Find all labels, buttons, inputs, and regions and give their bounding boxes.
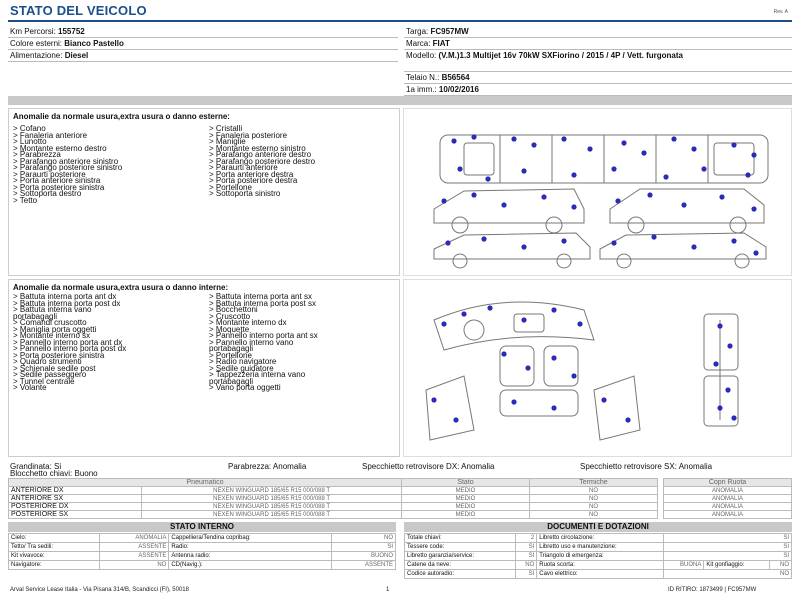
damage-marker — [541, 194, 546, 199]
anomaly-item: > Sedile guidatore — [209, 363, 274, 373]
interior-anomalies-panel — [8, 279, 400, 457]
anomaly-item: > Portellone — [209, 350, 252, 360]
tyre-stato: MEDIO — [402, 487, 530, 495]
grid-value: SI — [515, 543, 537, 552]
anomaly-item: > Fanaleria anteriore — [13, 130, 88, 140]
damage-marker — [751, 152, 756, 157]
anomaly-item: > Porta posteriore sinistra — [13, 350, 105, 360]
damage-marker — [461, 311, 466, 316]
damage-marker — [487, 305, 492, 310]
damage-marker — [725, 387, 730, 392]
anomaly-item: > Battuta interna porta post sx — [209, 298, 316, 308]
documenti-table — [404, 533, 792, 579]
damage-marker — [745, 172, 750, 177]
exterior-anomalies-title: Anomalie da normale usura,extra usura o danno esterne: — [13, 112, 230, 121]
anomaly-item: > Maniglie — [209, 137, 246, 146]
grid-row — [9, 552, 396, 561]
anomaly-item: > Parabrezza — [13, 150, 61, 159]
specchietto-dx-summary: Specchietto retrovisore DX: Anomalia — [362, 462, 495, 471]
anomaly-item: > Cruscotto — [209, 311, 251, 321]
damage-marker — [445, 240, 450, 245]
anomaly-item: > Montante interno dx — [209, 318, 287, 327]
damage-marker — [615, 198, 620, 203]
anomaly-item: > Parafango posteriore destro — [209, 156, 316, 166]
tyre-row — [9, 487, 792, 495]
grid-row — [405, 543, 792, 552]
damage-marker — [481, 236, 486, 241]
damage-marker — [713, 361, 718, 366]
anomaly-item: > Parafango anteriore sinistro — [13, 156, 119, 166]
damage-marker — [431, 397, 436, 402]
footer-page-number: 1 — [386, 587, 390, 593]
tyre-copriruota: ANOMALIA — [664, 511, 792, 519]
exterior-anomalies-panel — [8, 108, 400, 276]
grid-label: Triangolo di emergenza: — [537, 552, 664, 561]
telaio-row: Telaio N.: B56564 — [404, 72, 792, 84]
damage-marker — [611, 240, 616, 245]
damage-marker — [601, 397, 606, 402]
damage-marker — [651, 234, 656, 239]
exterior-anomalies-col2 — [209, 126, 315, 198]
damage-marker — [611, 166, 616, 171]
vehicle-info-left — [8, 26, 398, 62]
tyre-row — [9, 503, 792, 511]
grid-value: ASSENTE — [332, 561, 396, 570]
anomaly-item: > Volante — [13, 383, 47, 392]
tyre-description: NEXEN WINGUARD 185/65 R15 000/088 T — [142, 487, 402, 495]
grid-label: Cielo: — [9, 534, 100, 543]
grid-value: SI — [663, 534, 791, 543]
tyre-description: NEXEN WINGUARD 185/65 R15 000/088 T — [142, 495, 402, 503]
damage-marker — [551, 355, 556, 360]
grid-value: 2 — [515, 534, 537, 543]
grid-label: Antenna radio: — [169, 552, 332, 561]
damage-marker — [577, 321, 582, 326]
anomaly-item: > Sottoporta destro — [13, 189, 82, 198]
anomaly-item: > Montante esterno sinistro — [209, 143, 306, 153]
grid-value: NO — [99, 561, 169, 570]
grid-label: Tetto/ Tra sedili: — [9, 543, 100, 552]
vehicle-info-right — [404, 26, 792, 96]
stato-interno-table — [8, 533, 396, 570]
damage-marker — [753, 250, 758, 255]
damage-marker — [561, 136, 566, 141]
damage-marker — [441, 198, 446, 203]
km-row: Km Percorsi: 155752 — [8, 26, 398, 38]
grid-label: Codice autoradio: — [405, 570, 516, 579]
tyre-position: POSTERIORE DX — [9, 503, 142, 511]
anomaly-item: > Montante esterno destro — [13, 143, 107, 153]
tyres-header-copriruota: Copri Ruota — [664, 479, 792, 487]
grid-label: Cappelliera/Tendina copribag: — [169, 534, 332, 543]
anomaly-item: > Battuta interna porta ant sx — [209, 292, 312, 301]
interior-anomalies-col1 — [13, 294, 126, 392]
grid-value: ANOMALIA — [99, 534, 169, 543]
grid-value: SI — [515, 570, 537, 579]
grid-label: Catene da neve: — [405, 561, 516, 570]
damage-marker — [511, 136, 516, 141]
exterior-anomalies-col1 — [13, 126, 122, 204]
parabrezza-summary: Parabrezza: Anomalia — [228, 462, 307, 471]
grid-label: Libretto circolazione: — [537, 534, 664, 543]
damage-marker — [663, 174, 668, 179]
blocchetto-summary: Blocchetto chiavi: Buono — [10, 469, 98, 478]
marca-row: Marca: FIAT — [404, 38, 792, 50]
damage-marker — [731, 415, 736, 420]
anomaly-item: > Pannello interno porta ant dx — [13, 337, 123, 347]
grid-label: Libretto uso e manutenzione: — [537, 543, 664, 552]
tyres-header-stato: Stato — [402, 479, 530, 487]
anomaly-item: portabagagli — [209, 376, 254, 386]
damage-marker — [719, 194, 724, 199]
anomaly-item: > Porta anteriore sinistra — [13, 176, 101, 185]
grid-label: Libretto garanzia/service: — [405, 552, 516, 561]
anomaly-item: > Comandi cruscotto — [13, 318, 87, 327]
damage-marker — [731, 142, 736, 147]
anomaly-item: > Pannello interno porta post dx — [13, 344, 127, 353]
interior-damage-diagram — [403, 279, 792, 457]
revision-label: Rev. A — [773, 9, 788, 15]
damage-marker — [451, 138, 456, 143]
anomaly-item: > Maniglia porta oggetti — [13, 324, 97, 334]
tyres-table — [8, 478, 792, 519]
grid-label: Tessere code: — [405, 543, 516, 552]
damage-marker — [701, 166, 706, 171]
anomaly-item: > Parafango anteriore destro — [209, 150, 312, 159]
anomaly-item: > Parafango posteriore sinistro — [13, 163, 123, 172]
footer-ritiro-id: ID RITIRO: 1873499 | FC957MW — [668, 587, 757, 593]
tyre-row — [9, 511, 792, 519]
targa-row: Targa: FC957MW — [404, 26, 792, 38]
grid-label: CD(Navig.): — [169, 561, 332, 570]
damage-marker — [471, 134, 476, 139]
anomaly-item: > Porta posteriore destra — [209, 176, 298, 185]
grid-value: SI — [332, 543, 396, 552]
tyre-copriruota: ANOMALIA — [664, 503, 792, 511]
damage-marker — [571, 373, 576, 378]
damage-marker — [511, 399, 516, 404]
damage-marker — [571, 172, 576, 177]
anomaly-item: > Moquette — [209, 324, 250, 334]
anomaly-item: > Battuta interna porta post dx — [13, 298, 121, 308]
grandinata-summary: Grandinata: Si — [10, 462, 62, 471]
damage-marker — [751, 206, 756, 211]
tyre-position: ANTERIORE DX — [9, 487, 142, 495]
damage-marker — [441, 321, 446, 326]
grid-label: Kit gonfiaggio: — [704, 561, 770, 570]
anomaly-item: > Tetto — [13, 195, 38, 205]
grid-label: Totale chiavi: — [405, 534, 516, 543]
grid-label: Ruota scorta: — [537, 561, 664, 570]
damage-marker — [457, 166, 462, 171]
anomaly-item: > Lunotto — [13, 137, 47, 146]
anomaly-item: > Quadro strumenti — [13, 357, 82, 366]
interior-anomalies-col2 — [209, 294, 318, 392]
color-row: Colore esterni: Bianco Pastello — [8, 38, 398, 50]
tyre-termiche: NO — [530, 503, 658, 511]
tyre-termiche: NO — [530, 495, 658, 503]
damage-marker — [717, 323, 722, 328]
damage-marker — [671, 136, 676, 141]
damage-marker — [453, 417, 458, 422]
damage-marker — [625, 417, 630, 422]
anomaly-item: > Battuta interna porta ant dx — [13, 292, 117, 301]
damage-marker — [501, 202, 506, 207]
grid-row — [405, 552, 792, 561]
anomaly-item: > Sottoporta sinistro — [209, 189, 281, 198]
damage-marker — [691, 244, 696, 249]
exterior-damage-diagram — [403, 108, 792, 276]
grid-value: NO — [770, 561, 792, 570]
damage-marker — [521, 168, 526, 173]
anomaly-item: > Radio navigatore — [209, 357, 277, 366]
tyres-header-termiche: Termiche — [530, 479, 658, 487]
anomaly-item: > Portellone — [209, 182, 252, 192]
tyre-position: POSTERIORE SX — [9, 511, 142, 519]
grid-value: NO — [332, 534, 396, 543]
anomaly-item: > Vano porta oggetti — [209, 383, 281, 392]
grid-label: Kit vivavoce: — [9, 552, 100, 561]
specchietto-sx-summary: Specchietto retrovisore SX: Anomalia — [580, 462, 713, 471]
tyre-copriruota: ANOMALIA — [664, 487, 792, 495]
grid-value: SI — [663, 543, 791, 552]
tyre-description: NEXEN WINGUARD 185/65 R15 000/088 T — [142, 511, 402, 519]
damage-marker — [561, 238, 566, 243]
documenti-header: DOCUMENTI E DOTAZIONI — [404, 522, 792, 532]
damage-marker — [587, 146, 592, 151]
damage-marker — [501, 351, 506, 356]
footer-address: Arval Service Lease Italia - Via Pisana 314/B, Scandicci (FI), 50018 — [10, 587, 189, 593]
tyre-termiche: NO — [530, 511, 658, 519]
anomaly-item: > Cofano — [13, 124, 46, 133]
grid-row — [405, 570, 792, 579]
anomaly-item: > Bocchettoni — [209, 305, 258, 314]
anomaly-item: > Tunnel centrale — [13, 376, 75, 386]
anomaly-item: > Tappezzeria interna vano — [209, 370, 306, 379]
document-title: STATO DEL VEICOLO — [10, 3, 147, 18]
tyre-termiche: NO — [530, 487, 658, 495]
damage-marker — [731, 238, 736, 243]
anomaly-item: > Porta anteriore destra — [209, 169, 294, 179]
grid-value: ASSENTE — [99, 543, 169, 552]
anomaly-item: portabagagli — [209, 344, 254, 353]
damage-marker — [691, 146, 696, 151]
anomaly-item: > Pannello interno porta ant sx — [209, 331, 318, 340]
grid-value: NO — [663, 570, 791, 579]
damage-marker — [727, 343, 732, 348]
tyre-copriruota: ANOMALIA — [664, 495, 792, 503]
title-rule — [8, 20, 792, 22]
interior-anomalies-title: Anomalie da normale usura,extra usura o danno interne: — [13, 283, 229, 292]
anomaly-item: > Cristalli — [209, 124, 243, 133]
modello-row: Modello: (V.M.)1.3 Multijet 16v 70kW SXFiorino / 2015 / 4P / Vett. furgonata — [404, 50, 792, 72]
immatricolazione-row: 1a imm.: 10/02/2016 — [404, 84, 792, 96]
grid-value: SI — [515, 552, 537, 561]
grid-row — [9, 534, 396, 543]
damage-marker — [717, 405, 722, 410]
anomaly-item: > Paraurti anteriore — [209, 163, 278, 172]
anomaly-item: > Sedile passeggero — [13, 370, 87, 379]
grid-label: Radio: — [169, 543, 332, 552]
grid-label: Cavo elettrico: — [537, 570, 664, 579]
anomaly-item: > Pannello interno vano — [209, 337, 294, 347]
grid-label: Navigatore: — [9, 561, 100, 570]
tyre-stato: MEDIO — [402, 503, 530, 511]
damage-marker — [521, 317, 526, 322]
anomaly-item: > Paraurti posteriore — [13, 169, 86, 179]
damage-marker — [485, 176, 490, 181]
damage-marker — [471, 192, 476, 197]
grid-row — [9, 543, 396, 552]
anomaly-item: > Fanaleria posteriore — [209, 130, 288, 140]
tyre-position: ANTERIORE SX — [9, 495, 142, 503]
grid-row — [9, 561, 396, 570]
grid-value: BUONA — [663, 561, 703, 570]
damage-marker — [647, 192, 652, 197]
anomaly-item: > Montante interno sx — [13, 331, 91, 340]
damage-marker — [525, 365, 530, 370]
damage-marker — [531, 142, 536, 147]
stato-interno-header: STATO INTERNO — [8, 522, 396, 532]
grid-value: NO — [515, 561, 537, 570]
damage-marker — [681, 202, 686, 207]
section-band — [8, 96, 792, 105]
tyre-stato: MEDIO — [402, 511, 530, 519]
damage-marker — [521, 244, 526, 249]
grid-row — [405, 561, 792, 570]
tyre-description: NEXEN WINGUARD 185/65 R15 000/088 T — [142, 503, 402, 511]
grid-value: SI — [663, 552, 791, 561]
tyre-row — [9, 495, 792, 503]
damage-marker — [551, 307, 556, 312]
damage-marker — [551, 405, 556, 410]
damage-marker — [571, 204, 576, 209]
anomaly-item: > Battuta interna vano — [13, 305, 92, 314]
grid-value: BUONO — [332, 552, 396, 561]
anomaly-item: > Schienale sedile post — [13, 363, 96, 373]
damage-marker — [621, 140, 626, 145]
fuel-row: Alimentazione: Diesel — [8, 50, 398, 62]
grid-row — [405, 534, 792, 543]
tyres-header-pneumatico: Pneumatico — [9, 479, 402, 487]
anomaly-item: > Porta posteriore sinistra — [13, 182, 105, 192]
anomaly-item: portabagagli — [13, 311, 58, 321]
damage-marker — [641, 150, 646, 155]
grid-value: ASSENTE — [99, 552, 169, 561]
tyre-stato: MEDIO — [402, 495, 530, 503]
